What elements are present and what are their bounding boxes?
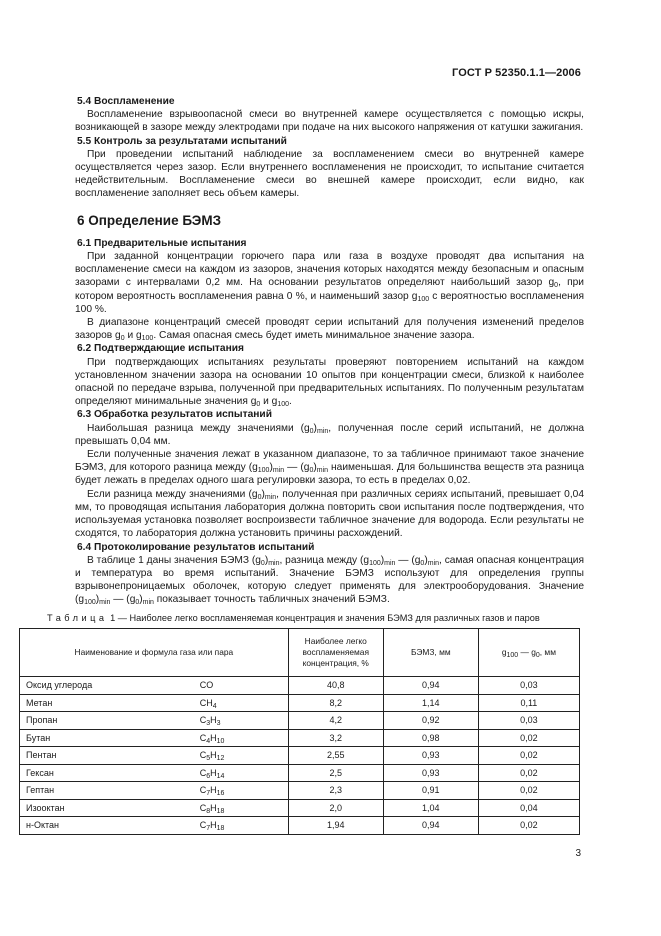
paragraph-6-3-1: Наибольшая разница между значениями $(g_0)_{min}$, полученная после серий испытаний, не должна превышать 0,04 мм. xyxy=(75,422,584,447)
concentration-value: 2,55 xyxy=(288,747,383,765)
document-code: ГОСТ Р 52350.1.1—2006 xyxy=(452,67,581,79)
heading-5-5: 5.5 Контроль за результатами испытаний xyxy=(77,135,287,147)
table-row xyxy=(20,747,580,765)
difference-value: 0,02 xyxy=(478,747,579,765)
gas-formula: $C_7H_{16}$ xyxy=(194,782,289,800)
col-header-concentration: Наиболее легко воспламеняемая концентрация, % xyxy=(288,629,383,677)
gas-name: Пропан xyxy=(20,712,194,730)
gas-name: Оксид углерода xyxy=(20,677,194,695)
table-row xyxy=(20,694,580,712)
bemz-value: 1,14 xyxy=(383,694,478,712)
paragraph-5-4: Воспламенение взрывоопасной смеси во внутренней камере осуществляется с помощью искры, возникающей в зазоре между электродами при подаче на них высокого напряжения от катушки зажигания. xyxy=(75,109,584,134)
table-row xyxy=(20,764,580,782)
bemz-value: 0,94 xyxy=(383,677,478,695)
difference-value: 0,02 xyxy=(478,729,579,747)
difference-value: 0,11 xyxy=(478,694,579,712)
bemz-value: 0,98 xyxy=(383,729,478,747)
concentration-value: 2,5 xyxy=(288,764,383,782)
concentration-value: 8,2 xyxy=(288,694,383,712)
body-text xyxy=(75,95,584,607)
heading-6-2: 6.2 Подтверждающие испытания xyxy=(77,343,244,355)
col-header-name: Наименование и формула газа или пара xyxy=(20,629,289,677)
heading-6-1: 6.1 Предварительные испытания xyxy=(77,237,247,249)
paragraph-6-4: В таблице 1 даны значения БЭМЗ $(g_0)_{min}$, разница между $(g_{100})_{min}$ — $(g_0)_{min}$, самая опасная концентрация и температура во время испытаний. Значение БЭМЗ используют для определения группы взрывонепроницаемых оболочек, которую следует применять для электрооборудования. Значение $(g_{100})_{min}$ — $(g_0)_{min}$ показывает точность табличных значений БЭМЗ. xyxy=(75,554,585,607)
gas-name: Бутан xyxy=(20,729,194,747)
gas-name: Изооктан xyxy=(20,799,194,817)
heading-6: 6 Определение БЭМЗ xyxy=(77,212,222,228)
paragraph-6-1-2: В диапазоне концентраций смесей проводят серии испытаний для получения изменений пределов зазоров $g_0$ и $g_{100}$. Самая опасная смесь будет иметь минимальное значение зазора. xyxy=(75,317,584,343)
gas-name: Гексан xyxy=(20,764,194,782)
difference-value: 0,02 xyxy=(478,782,579,800)
col-header-bemz: БЭМЗ, мм xyxy=(383,629,478,677)
concentration-value: 1,94 xyxy=(288,817,383,835)
table-caption: Таблица 1 — Наиболее легко воспламеняемая концентрация и значения БЭМЗ для различных газов и паров xyxy=(47,613,540,623)
bemz-value: 0,93 xyxy=(383,764,478,782)
table-row xyxy=(20,782,580,800)
concentration-value: 2,3 xyxy=(288,782,383,800)
table-row xyxy=(20,799,580,817)
difference-value: 0,02 xyxy=(478,817,579,835)
concentration-value: 4,2 xyxy=(288,712,383,730)
gas-formula: $C_6H_{14}$ xyxy=(194,764,289,782)
table-header-row xyxy=(20,629,580,677)
concentration-value: 2,0 xyxy=(288,799,383,817)
gas-formula: $C_5H_{12}$ xyxy=(194,747,289,765)
difference-value: 0,03 xyxy=(478,677,579,695)
heading-6-3: 6.3 Обработка результатов испытаний xyxy=(77,409,272,421)
gas-name: Пентан xyxy=(20,747,194,765)
heading-6-4: 6.4 Протоколирование результатов испытаний xyxy=(77,541,315,553)
page-number: 3 xyxy=(575,848,581,859)
heading-5-4: 5.4 Воспламенение xyxy=(77,96,175,107)
concentration-value: 3,2 xyxy=(288,729,383,747)
paragraph-6-3-2: Если полученные значения лежат в указанном диапазоне, то за табличное принимают такое значение БЭМЗ, для которого разница между $(g_{100})_{min}$ — $(g_0)_{min}$ наименьшая. Для большинства веществ эта разница будет лежать в пределах одного шага регулировки зазора, то есть в пределах 0,02. xyxy=(75,449,584,487)
difference-value: 0,03 xyxy=(478,712,579,730)
gas-name: Гептан xyxy=(20,782,194,800)
gas-formula: $C_4H_{10}$ xyxy=(194,729,289,747)
gas-formula: $CH_4$ xyxy=(194,694,289,712)
gas-name: н-Октан xyxy=(20,817,194,835)
gas-table xyxy=(19,628,580,835)
bemz-value: 0,93 xyxy=(383,747,478,765)
table-row xyxy=(20,712,580,730)
difference-value: 0,04 xyxy=(478,799,579,817)
gas-formula: $C_7H_{18}$ xyxy=(194,817,289,835)
table-row xyxy=(20,677,580,695)
concentration-value: 40,8 xyxy=(288,677,383,695)
bemz-value: 0,92 xyxy=(383,712,478,730)
col-header-difference: $g_{100}$ — $g_0$, мм xyxy=(478,629,579,677)
gas-formula: CO xyxy=(194,677,289,695)
paragraph-6-2: При подтверждающих испытаниях результаты проверяют повторением испытаний на каждом установленном значении зазора на основании 10 опытов при концентрации смеси, близкой к наиболее опасной по передаче взрыва, полученной при предварительных испытаниях. По полученным результатам определяют минимальные значения $g_0$ и $g_{100}$. xyxy=(75,356,584,409)
table-row xyxy=(20,729,580,747)
table-row xyxy=(20,817,580,835)
paragraph-5-5: При проведении испытаний наблюдение за воспламенением смеси во внутренней камере осуществляется через зазор. Если внутреннего воспламенения не происходит, то испытание считается недействительным. Воспламенение смеси во внешней камере происходит, если видно, как воспламенение заполняет весь объем камеры. xyxy=(75,148,584,200)
gas-formula: $C_8H_{18}$ xyxy=(194,799,289,817)
gas-formula: $C_3H_3$ xyxy=(194,712,289,730)
paragraph-6-3-3: Если разница между значениями $(g_0)_{min}$, полученная при различных сериях испытаний, превышает 0,04 мм, то проводящая испытания лаборатория должна повторить свои испытания после подтверждения, что используемая установка позволяет воспроизвести табличное значение для водорода. Если результаты не сходятся, то лаборатория должна установить причины расхождений. xyxy=(75,488,584,540)
paragraph-6-1-1: При заданной концентрации горючего пара или газа в воздухе проводят два испытания на воспламенение смеси на каждом из зазоров, значения которых находятся между безопасным и опасным зазорами с интервалами 0,2 мм. На основании результатов определяют наибольший зазор $g_0$, при котором вероятность воспламенения равна 0 %, и наименьший зазор $g_{100}$ с вероятностью воспламенения 100 %. xyxy=(75,251,584,315)
bemz-value: 0,94 xyxy=(383,817,478,835)
bemz-value: 0,91 xyxy=(383,782,478,800)
difference-value: 0,02 xyxy=(478,764,579,782)
gas-name: Метан xyxy=(20,694,194,712)
bemz-value: 1,04 xyxy=(383,799,478,817)
